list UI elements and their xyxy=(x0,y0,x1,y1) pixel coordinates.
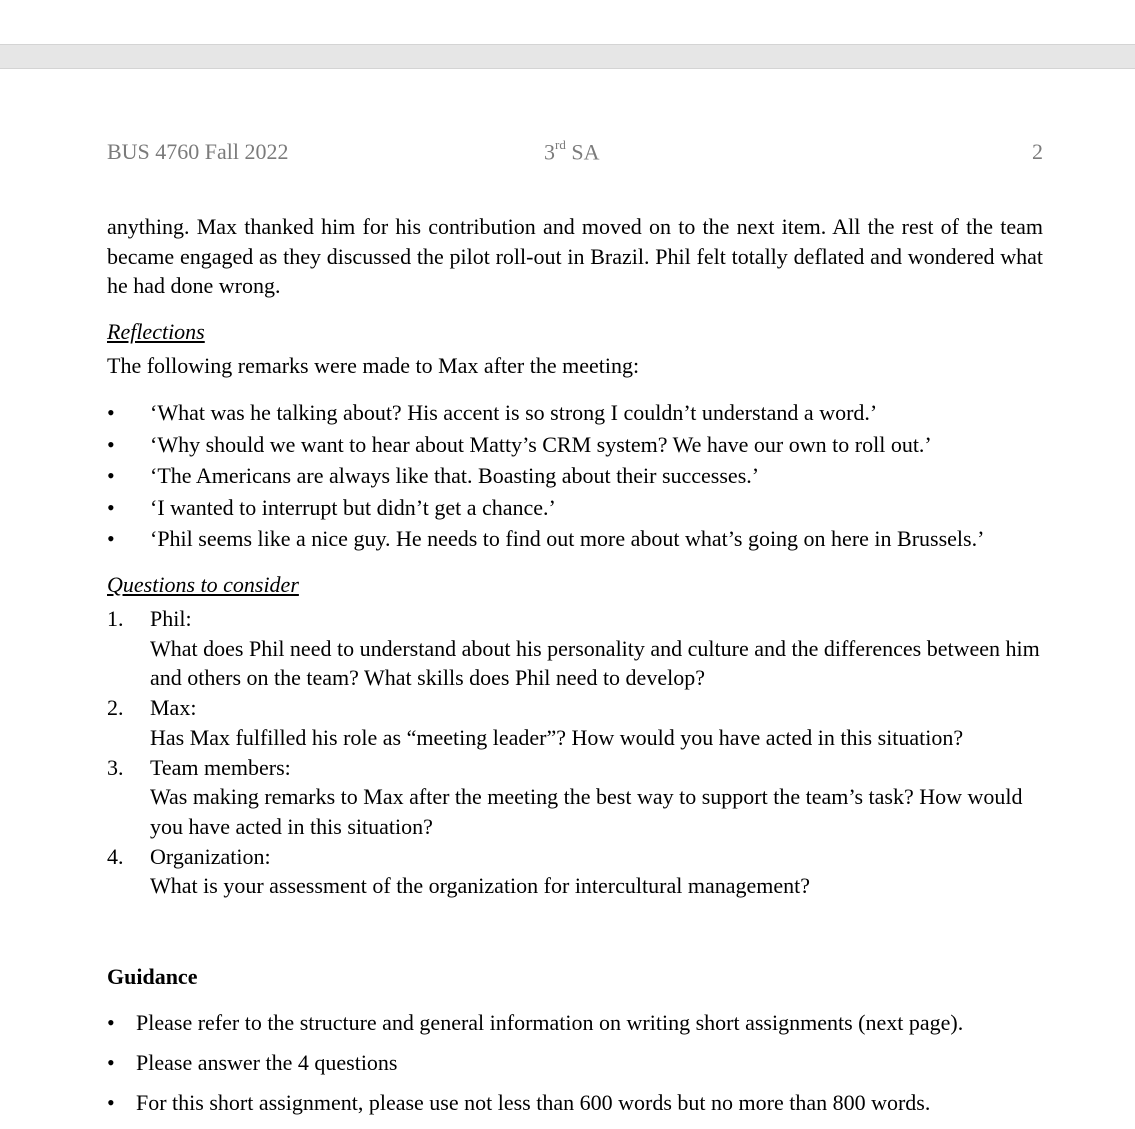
bullet-icon: • xyxy=(107,463,115,489)
list-item xyxy=(107,460,1047,492)
guidance-heading: Guidance xyxy=(107,964,198,989)
questions-heading: Questions to consider xyxy=(107,572,299,597)
list-item xyxy=(107,1089,1107,1129)
guidance-text: Please refer to the structure and general information on writing short assignments (next page). xyxy=(136,1010,964,1035)
question-title: Max: xyxy=(150,695,197,721)
question-title: Organization: xyxy=(150,843,271,869)
question-number: 3. xyxy=(107,754,124,780)
header-course: BUS 4760 Fall 2022 xyxy=(107,139,289,164)
intro-paragraph: anything. Max thanked him for his contribution and moved on to the next item. All the rest of the team became engaged as they discussed the pilot roll-out in Brazil. Phil felt totally deflated and wondered what he had done wrong. xyxy=(107,214,1043,298)
header-assignment-number: 3 xyxy=(544,139,555,165)
remark-text: ‘Why should we want to hear about Matty’s CRM system? We have our own to roll out.’ xyxy=(150,431,932,457)
list-item xyxy=(107,397,1047,429)
question-body: What does Phil need to understand about his personality and culture and the differences between him and others on the team? What skills does Phil need to develop? xyxy=(150,635,1040,691)
list-item xyxy=(107,523,1047,555)
question-body: Has Max fulfilled his role as “meeting leader”? How would you have acted in this situation? xyxy=(150,724,964,750)
reflections-intro: The following remarks were made to Max after the meeting: xyxy=(107,353,640,378)
question-item xyxy=(107,753,1047,842)
question-number: 1. xyxy=(107,606,124,631)
question-number: 4. xyxy=(107,843,124,869)
reflections-heading: Reflections xyxy=(107,319,205,344)
bullet-icon: • xyxy=(107,1050,115,1075)
header-assignment xyxy=(544,139,599,165)
list-item xyxy=(107,1049,1107,1089)
guidance-text: Please answer the 4 questions xyxy=(136,1050,398,1075)
question-item xyxy=(107,842,1047,901)
guidance-text: For this short assignment, please use not less than 600 words but no more than 800 words. xyxy=(136,1090,931,1115)
list-item xyxy=(107,492,1047,524)
bullet-icon: • xyxy=(107,431,115,457)
questions-list xyxy=(107,604,1047,901)
header-assignment-suffix: SA xyxy=(565,139,600,165)
guidance-list xyxy=(107,1009,1107,1129)
question-title: Team members: xyxy=(150,754,291,780)
list-item xyxy=(107,429,1047,461)
remark-text: ‘The Americans are always like that. Boasting about their successes.’ xyxy=(150,463,760,489)
remark-text: ‘Phil seems like a nice guy. He needs to find out more about what’s going on here in Brussels.’ xyxy=(150,526,985,552)
remark-text: ‘What was he talking about? His accent is so strong I couldn’t understand a word.’ xyxy=(150,400,878,425)
list-item xyxy=(107,1009,1107,1049)
question-number: 2. xyxy=(107,695,124,721)
remarks-list xyxy=(107,397,1047,555)
question-item xyxy=(107,604,1047,693)
question-body: Was making remarks to Max after the meeting the best way to support the team’s task? How would you have acted in this situation? xyxy=(150,784,1023,839)
question-item xyxy=(107,693,1047,752)
bullet-icon: • xyxy=(107,400,115,425)
header-assignment-ordinal: rd xyxy=(555,137,566,152)
question-body: What is your assessment of the organization for intercultural management? xyxy=(150,873,810,899)
bullet-icon: • xyxy=(107,526,115,552)
bullet-icon: • xyxy=(107,1090,115,1115)
header-page-number: 2 xyxy=(1032,139,1043,164)
remark-text: ‘I wanted to interrupt but didn’t get a chance.’ xyxy=(150,494,556,520)
page-header xyxy=(107,139,1043,167)
question-title: Phil: xyxy=(150,606,192,631)
page-separator xyxy=(0,44,1135,69)
bullet-icon: • xyxy=(107,494,115,520)
bullet-icon: • xyxy=(107,1010,115,1035)
